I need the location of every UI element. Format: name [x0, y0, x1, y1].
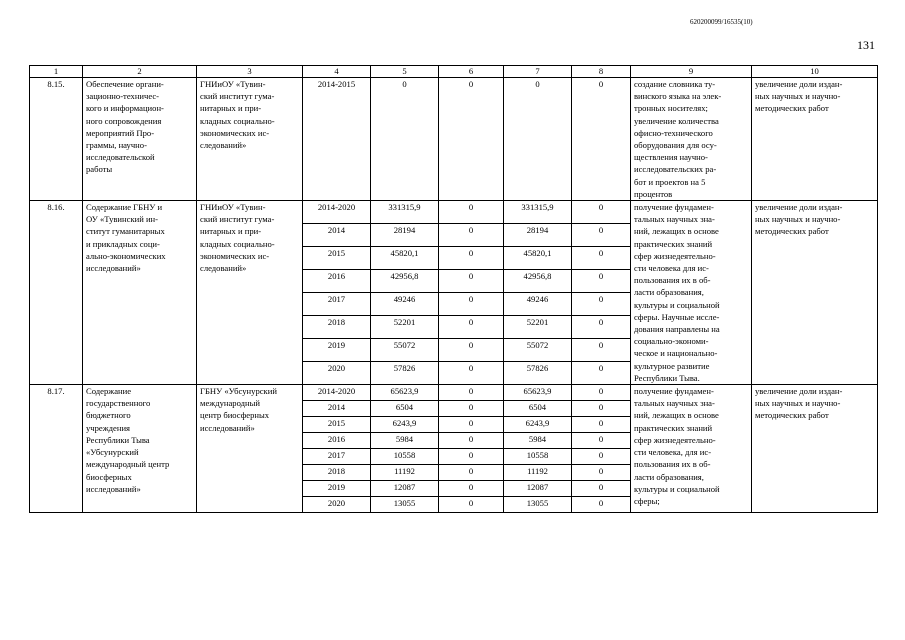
cell-period: 2020	[303, 497, 371, 513]
text-line: тальных научных зна-	[634, 398, 715, 409]
text-line: следований»	[200, 140, 247, 151]
text-line: Содержание	[86, 386, 132, 397]
text-line: сфер жизнедеятельно-	[634, 250, 716, 261]
cell-other: 0	[572, 433, 631, 449]
cell-other: 0	[572, 247, 631, 270]
cell-fed: 0	[439, 481, 504, 497]
text-line: Республики Тыва	[86, 434, 150, 445]
cell-total: 0	[371, 78, 439, 201]
text-line: увеличение доли издан-	[755, 79, 843, 89]
cell-fed: 0	[439, 224, 504, 247]
column-number: 5	[371, 66, 439, 78]
cell-rep: 42956,8	[504, 270, 572, 293]
text-line: ных научных и научно-	[755, 91, 841, 102]
cell-other: 0	[572, 497, 631, 513]
cell-other: 0	[572, 316, 631, 339]
cell-fed: 0	[439, 465, 504, 481]
text-line: ных научных и научно-	[755, 398, 841, 409]
cell-period: 2014-2015	[303, 78, 371, 201]
column-number: 10	[752, 66, 878, 78]
activity-name	[83, 78, 197, 201]
text-line: экономических ис-	[200, 250, 270, 261]
text-line: ществления научно-	[634, 152, 708, 163]
activity-name	[83, 201, 197, 385]
text-line: исследовательских ра-	[634, 164, 717, 175]
cell-period: 2016	[303, 270, 371, 293]
cell-rep: 5984	[504, 433, 572, 449]
cell-period: 2020	[303, 362, 371, 385]
text-line: получение фундамен-	[634, 202, 714, 213]
cell-other: 0	[572, 465, 631, 481]
text-line: оборудования для осу-	[634, 140, 717, 151]
cell-period: 2014	[303, 401, 371, 417]
indicator	[752, 78, 878, 201]
cell-total: 49246	[371, 293, 439, 316]
executor	[197, 78, 303, 201]
text-line: нитарных и при-	[200, 103, 262, 114]
cell-total: 55072	[371, 339, 439, 362]
cell-period: 2017	[303, 449, 371, 465]
text-line: исследований»	[86, 483, 141, 494]
indicator	[752, 385, 878, 513]
expected-result	[631, 201, 752, 385]
text-line: ский институт гума-	[200, 91, 275, 102]
cell-other: 0	[572, 270, 631, 293]
column-number: 9	[631, 66, 752, 78]
cell-total: 52201	[371, 316, 439, 339]
cell-total: 28194	[371, 224, 439, 247]
cell-other: 0	[572, 385, 631, 401]
cell-fed: 0	[439, 270, 504, 293]
cell-rep: 55072	[504, 339, 572, 362]
executor	[197, 385, 303, 513]
text-line: тальных научных зна-	[634, 214, 715, 225]
cell-period: 2015	[303, 247, 371, 270]
text-line: ласти образования,	[634, 287, 704, 298]
text-line: ОУ «Тувинский ин-	[86, 214, 159, 225]
cell-rep: 13055	[504, 497, 572, 513]
text-line: получение фундамен-	[634, 386, 714, 397]
text-line: сти человека, для ис-	[634, 447, 712, 458]
table-row	[30, 78, 878, 201]
text-line: ГБНУ «Убсунурский	[200, 386, 277, 397]
text-line: тронных носителях;	[634, 103, 708, 114]
cell-total: 12087	[371, 481, 439, 497]
text-line: ных научных и научно-	[755, 214, 841, 225]
cell-other: 0	[572, 78, 631, 201]
cell-total: 65623,9	[371, 385, 439, 401]
cell-rep: 0	[504, 78, 572, 201]
cell-period: 2017	[303, 293, 371, 316]
text-line: увеличение доли издан-	[755, 386, 843, 397]
cell-total: 11192	[371, 465, 439, 481]
cell-rep: 52201	[504, 316, 572, 339]
text-line: социально-экономи-	[634, 336, 709, 347]
cell-period: 2015	[303, 417, 371, 433]
cell-other: 0	[572, 481, 631, 497]
cell-period: 2014-2020	[303, 201, 371, 224]
text-line: методических работ	[755, 226, 829, 237]
item-number: 8.15.	[30, 78, 83, 201]
cell-period: 2019	[303, 339, 371, 362]
cell-fed: 0	[439, 201, 504, 224]
column-number: 6	[439, 66, 504, 78]
activity-name	[83, 385, 197, 513]
text-line: сфер жизнедеятельно-	[634, 434, 716, 445]
text-line: государственного	[86, 398, 151, 409]
executor	[197, 201, 303, 385]
text-line: и прикладных соци-	[86, 238, 160, 249]
text-line: граммы, научно-	[86, 140, 147, 151]
text-line: ласти образования,	[634, 471, 704, 482]
cell-fed: 0	[439, 385, 504, 401]
text-line: сферы;	[634, 495, 660, 506]
cell-total: 57826	[371, 362, 439, 385]
table-row	[30, 201, 878, 224]
text-line: «Убсунурский	[86, 447, 139, 458]
text-line: кладных социально-	[200, 115, 275, 126]
item-number: 8.17.	[30, 385, 83, 513]
cell-rep: 65623,9	[504, 385, 572, 401]
cell-fed: 0	[439, 78, 504, 201]
cell-rep: 45820,1	[504, 247, 572, 270]
text-line: культуры и социальной	[634, 299, 720, 310]
text-line: методических работ	[755, 410, 829, 421]
cell-other: 0	[572, 449, 631, 465]
text-line: кладных социально-	[200, 238, 275, 249]
cell-total: 6243,9	[371, 417, 439, 433]
text-line: культуры и социальной	[634, 483, 720, 494]
text-line: ально-экономических	[86, 250, 166, 261]
cell-rep: 28194	[504, 224, 572, 247]
item-number: 8.16.	[30, 201, 83, 385]
text-line: нитарных и при-	[200, 226, 262, 237]
cell-total: 13055	[371, 497, 439, 513]
cell-rep: 11192	[504, 465, 572, 481]
text-line: ного сопровождения	[86, 115, 162, 126]
text-line: ский институт гума-	[200, 214, 275, 225]
text-line: учреждения	[86, 422, 131, 433]
text-line: практических знаний	[634, 422, 713, 433]
text-line: ний, лежащих в основе	[634, 226, 719, 237]
cell-total: 5984	[371, 433, 439, 449]
indicator	[752, 201, 878, 385]
text-line: зационно-техничес-	[86, 91, 160, 102]
cell-other: 0	[572, 339, 631, 362]
text-line: бот и проектов на 5	[634, 176, 706, 187]
text-line: Содержание ГБНУ и	[86, 202, 163, 213]
program-table	[29, 65, 878, 513]
text-line: пользования их в об-	[634, 459, 711, 470]
cell-fed: 0	[439, 247, 504, 270]
text-line: процентов	[634, 188, 673, 199]
text-line: Обеспечение органи-	[86, 79, 164, 89]
cell-rep: 10558	[504, 449, 572, 465]
cell-fed: 0	[439, 401, 504, 417]
text-line: сти человека для ис-	[634, 263, 709, 274]
cell-fed: 0	[439, 417, 504, 433]
cell-period: 2018	[303, 316, 371, 339]
cell-rep: 331315,9	[504, 201, 572, 224]
cell-other: 0	[572, 401, 631, 417]
cell-fed: 0	[439, 433, 504, 449]
cell-rep: 6243,9	[504, 417, 572, 433]
text-line: пользования их в об-	[634, 275, 711, 286]
text-line: увеличение количества	[634, 115, 719, 126]
text-line: винского языка на элек-	[634, 91, 722, 102]
cell-total: 42956,8	[371, 270, 439, 293]
cell-period: 2019	[303, 481, 371, 497]
text-line: культурное развитие	[634, 360, 710, 371]
column-number-row	[30, 66, 878, 78]
cell-other: 0	[572, 293, 631, 316]
text-line: создание словника ту-	[634, 79, 716, 89]
document-number: 620200099/16535(10)	[690, 18, 753, 26]
text-line: кого и информацион-	[86, 103, 164, 114]
cell-total: 331315,9	[371, 201, 439, 224]
text-line: Республики Тыва.	[634, 372, 700, 383]
cell-period: 2016	[303, 433, 371, 449]
cell-fed: 0	[439, 339, 504, 362]
cell-total: 6504	[371, 401, 439, 417]
cell-period: 2018	[303, 465, 371, 481]
cell-total: 10558	[371, 449, 439, 465]
cell-fed: 0	[439, 316, 504, 339]
cell-fed: 0	[439, 293, 504, 316]
text-line: центр биосферных	[200, 410, 270, 421]
cell-rep: 57826	[504, 362, 572, 385]
text-line: увеличение доли издан-	[755, 202, 843, 213]
column-number: 1	[30, 66, 83, 78]
page-number: 131	[857, 38, 875, 52]
text-line: практических знаний	[634, 238, 713, 249]
column-number: 2	[83, 66, 197, 78]
cell-other: 0	[572, 201, 631, 224]
column-number: 3	[197, 66, 303, 78]
cell-total: 45820,1	[371, 247, 439, 270]
text-line: ститут гуманитарных	[86, 226, 165, 237]
cell-period: 2014-2020	[303, 385, 371, 401]
cell-fed: 0	[439, 497, 504, 513]
text-line: исследований»	[200, 422, 255, 433]
text-line: международный центр	[86, 459, 170, 470]
text-line: бюджетного	[86, 410, 131, 421]
text-line: исследовательской	[86, 152, 155, 163]
text-line: мероприятий Про-	[86, 127, 155, 138]
cell-other: 0	[572, 417, 631, 433]
text-line: офисно-технического	[634, 127, 713, 138]
text-line: следований»	[200, 263, 247, 274]
column-number: 4	[303, 66, 371, 78]
column-number: 8	[572, 66, 631, 78]
text-line: работы	[86, 164, 113, 175]
text-line: ГНИиОУ «Тувин-	[200, 79, 266, 89]
cell-rep: 6504	[504, 401, 572, 417]
expected-result	[631, 78, 752, 201]
text-line: дования направлены на	[634, 324, 720, 335]
cell-period: 2014	[303, 224, 371, 247]
cell-rep: 49246	[504, 293, 572, 316]
cell-rep: 12087	[504, 481, 572, 497]
text-line: сферы. Научные иссле-	[634, 311, 720, 322]
expected-result	[631, 385, 752, 513]
cell-other: 0	[572, 362, 631, 385]
cell-fed: 0	[439, 362, 504, 385]
text-line: исследований»	[86, 263, 141, 274]
text-line: биосферных	[86, 471, 132, 482]
text-line: ческое и национально-	[634, 348, 718, 359]
cell-other: 0	[572, 224, 631, 247]
column-number: 7	[504, 66, 572, 78]
text-line: методических работ	[755, 103, 829, 114]
table-row	[30, 385, 878, 401]
text-line: ГНИиОУ «Тувин-	[200, 202, 266, 213]
text-line: международный	[200, 398, 260, 409]
text-line: ний, лежащих в основе	[634, 410, 719, 421]
text-line: экономических ис-	[200, 127, 270, 138]
cell-fed: 0	[439, 449, 504, 465]
